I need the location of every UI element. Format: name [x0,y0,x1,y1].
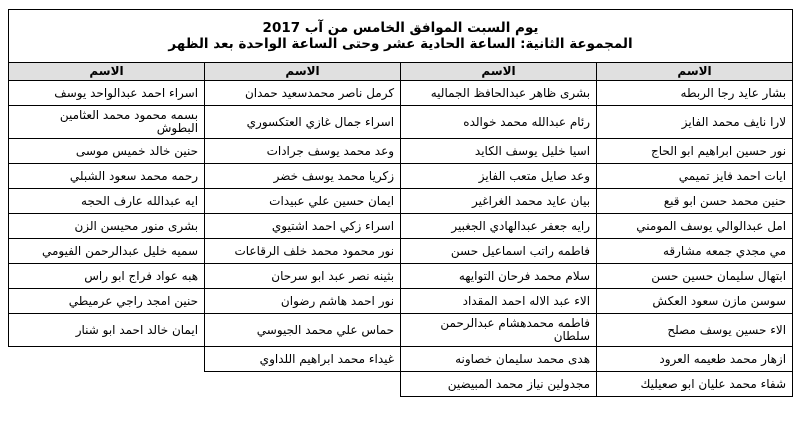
empty-cell [9,347,205,372]
name-cell: اسراء زكي احمد اشتيوي [205,214,401,239]
name-cell: ايمان حسين علي عبيدات [205,189,401,214]
name-cell: مي مجدي جمعه مشارقه [597,239,793,264]
schedule-sheet [8,9,792,444]
column-header: الاسم [205,63,401,81]
header-row [9,63,793,81]
name-cell: حنين محمد حسن ابو قبع [597,189,793,214]
name-cell: بيان عايد محمد الغراغير [401,189,597,214]
column-header: الاسم [401,63,597,81]
name-cell: نور محمود محمد خلف الرقاعات [205,239,401,264]
name-cell: سلام محمد فرحان التوايهه [401,264,597,289]
table-row [9,372,793,397]
name-cell: حنين خالد خميس موسى [9,139,205,164]
name-cell: بسمه محمود محمد العثامين البطوش [9,106,205,139]
table-row [9,81,793,106]
name-cell: ايات احمد فايز تميمي [597,164,793,189]
name-cell: وعد صايل متعب الفايز [401,164,597,189]
table-row [9,164,793,189]
table-body [9,81,793,397]
name-cell: بشار عايد رجا الربطه [597,81,793,106]
table-title [9,10,793,63]
name-cell: غيداء محمد ابراهيم اللداوي [205,347,401,372]
name-cell: رئام عبدالله محمد خوالده [401,106,597,139]
column-header: الاسم [597,63,793,81]
table-row [9,314,793,347]
name-cell: ايه عبدالله عارف الحجه [9,189,205,214]
name-cell: مجدولين نياز محمد المبيضين [401,372,597,397]
name-cell: رايه جعفر عبدالهادي الجغبير [401,214,597,239]
empty-cell [205,372,401,397]
name-cell: اسيا خليل يوسف الكايد [401,139,597,164]
name-cell: لارا نايف محمد الفايز [597,106,793,139]
name-cell: ايمان خالد احمد ابو شنار [9,314,205,347]
name-cell: وعد محمد يوسف جرادات [205,139,401,164]
name-cell: رحمه محمد سعود الشبلي [9,164,205,189]
name-cell: فاطمه محمدهشام عبدالرحمن سلطان [401,314,597,347]
name-cell: سوسن مازن سعود العكش [597,289,793,314]
name-cell: اسراء جمال غازي العتكسوري [205,106,401,139]
name-cell: نور حسين ابراهيم ابو الحاج [597,139,793,164]
title-date: يوم السبت الموافق الخامس من آب 2017 [262,20,539,36]
table-row [9,214,793,239]
title-group: المجموعة الثانية: الساعة الحادية عشر وحتى الساعة الواحدة بعد الظهر [168,36,633,52]
name-cell: هبه عواد فراج ابو راس [9,264,205,289]
name-cell: بشرى منور محيسن الزن [9,214,205,239]
name-cell: شفاء محمد عليان ابو صعيليك [597,372,793,397]
column-header: الاسم [9,63,205,81]
table-row [9,264,793,289]
name-cell: كرمل ناصر محمدسعيد حمدان [205,81,401,106]
table-row [9,239,793,264]
name-cell: الاء حسين يوسف مصلح [597,314,793,347]
name-cell: فاطمه راتب اسماعيل حسن [401,239,597,264]
name-cell: اسراء احمد عبدالواحد يوسف [9,81,205,106]
name-cell: حماس علي محمد الجيوسي [205,314,401,347]
name-cell: هدى محمد سليمان خصاونه [401,347,597,372]
name-cell: بشرى ظاهر عبدالحافظ الجماليه [401,81,597,106]
names-table [8,9,793,397]
empty-cell [9,372,205,397]
name-cell: ابتهال سليمان حسين حسن [597,264,793,289]
name-cell: زكريا محمد يوسف خضر [205,164,401,189]
name-cell: حنين امجد راجي عرميطي [9,289,205,314]
name-cell: سميه خليل عبدالرحمن الفيومي [9,239,205,264]
table-row [9,289,793,314]
name-cell: بثينه نصر عبد ابو سرحان [205,264,401,289]
table-row [9,139,793,164]
table-row [9,106,793,139]
name-cell: ازهار محمد طعيمه العرود [597,347,793,372]
table-row [9,189,793,214]
name-cell: امل عبدالوالي يوسف المومني [597,214,793,239]
name-cell: نور احمد هاشم رضوان [205,289,401,314]
table-row [9,347,793,372]
name-cell: الاء عبد الاله احمد المقداد [401,289,597,314]
